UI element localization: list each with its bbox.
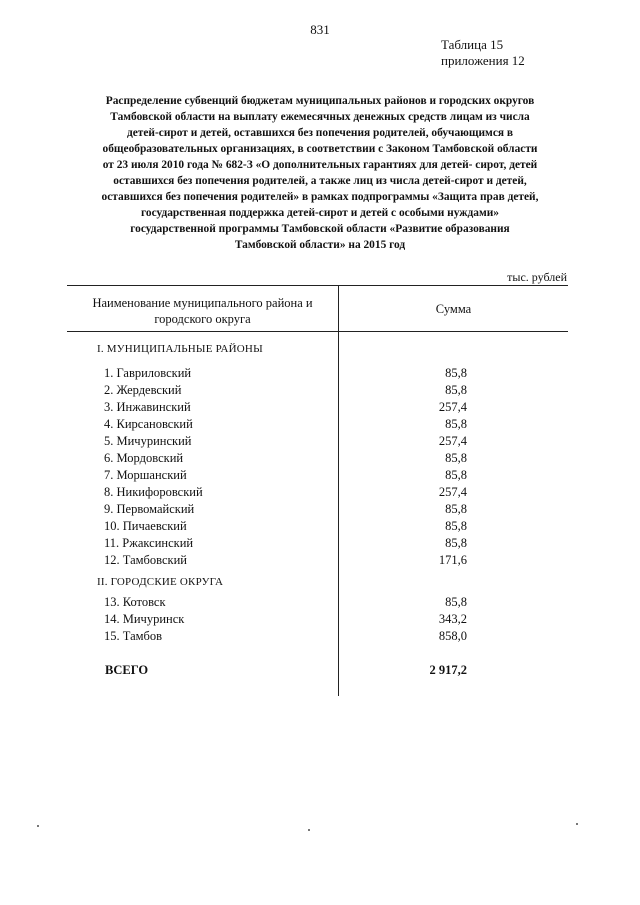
subvention-table: [67, 285, 568, 696]
title-line: общеобразовательных организациях, в соответствии с Законом Тамбовской области: [102, 143, 538, 155]
table-row-name: 8. Никифоровский: [104, 485, 203, 499]
table-row-name: 3. Инжавинский: [104, 400, 191, 414]
header-name-line: городского округа: [154, 312, 251, 326]
table-row-value: 85,8: [445, 417, 467, 431]
title-line: детей-сирот и детей, оставшихся без попечения родителей, обучающимся в: [126, 127, 514, 139]
table-row-name: 11. Ржаксинский: [104, 536, 194, 550]
table-row-name: 10. Пичаевский: [104, 519, 187, 533]
column-divider: [338, 286, 339, 696]
table-row-name: 12. Тамбовский: [104, 553, 187, 567]
table-row-name: 7. Моршанский: [104, 468, 187, 482]
table-row-value: 257,4: [438, 485, 467, 499]
table-row-value: 85,8: [445, 451, 467, 465]
table-row-name: 4. Кирсановский: [104, 417, 193, 431]
title-line: оставшихся без попечения родителей» в рамках подпрограммы «Защита прав детей,: [101, 191, 539, 203]
table-row-name: 1. Гавриловский: [104, 366, 192, 380]
units-label: тыс. рублей: [507, 270, 567, 284]
table-row-value: 257,4: [438, 434, 467, 448]
table-row-value: 257,4: [438, 400, 467, 414]
table-row-value: 171,6: [438, 553, 467, 567]
scan-speck: [308, 829, 310, 831]
title-line: от 23 июля 2010 года № 682-З «О дополнительных гарантиях для детей- сирот, детей: [102, 159, 538, 171]
table-row-value: 85,8: [445, 502, 467, 516]
table-row-value: 85,8: [445, 536, 467, 550]
section-municipal-districts: I. МУНИЦИПАЛЬНЫЕ РАЙОНЫ: [97, 343, 263, 355]
table-row-name: 6. Мордовский: [104, 451, 184, 465]
title-line: Тамбовской области на выплату ежемесячных денежных средств лицам из числа: [110, 111, 530, 123]
table-row-value: 85,8: [445, 595, 467, 609]
table-row-value: 85,8: [445, 519, 467, 533]
table-row-name: 14. Мичуринск: [104, 612, 185, 626]
header-name-line: Наименование муниципального района и: [92, 296, 313, 310]
table-row-value: 343,2: [438, 612, 467, 626]
table-row-value: 85,8: [445, 383, 467, 397]
page-number: 831: [310, 22, 330, 37]
table-row-value: 85,8: [445, 468, 467, 482]
title-line: государственная поддержка детей-сирот и детей с особыми нуждами»: [141, 207, 499, 219]
header-sum-column: Сумма: [435, 302, 472, 316]
table-row-value: 85,8: [445, 366, 467, 380]
total-label: ВСЕГО: [105, 663, 149, 677]
table-row-name: 2. Жердевский: [104, 383, 182, 397]
scan-speck: [576, 823, 578, 825]
table-number: Таблица 15: [441, 37, 504, 52]
header-name-column: [67, 295, 338, 327]
table-row-name: 5. Мичуринский: [104, 434, 192, 448]
document-title: [55, 93, 585, 253]
total-value: 2 917,2: [429, 663, 467, 677]
table-row-name: 15. Тамбов: [104, 629, 163, 643]
table-row-name: 9. Первомайский: [104, 502, 195, 516]
title-line: Тамбовской области» на 2015 год: [234, 239, 406, 251]
title-line: государственной программы Тамбовской области «Развитие образования: [130, 223, 510, 235]
appendix-number: приложения 12: [441, 53, 525, 68]
table-row-value: 858,0: [438, 629, 467, 643]
section-city-districts: II. ГОРОДСКИЕ ОКРУГА: [97, 576, 224, 588]
header-divider: [67, 331, 568, 332]
scan-speck: [37, 825, 39, 827]
title-line: Распределение субвенций бюджетам муниципальных районов и городских округов: [105, 95, 535, 107]
table-row-name: 13. Котовск: [104, 595, 166, 609]
title-line: оставшихся без попечения родителей, а также лиц из числа детей-сирот и детей,: [113, 175, 527, 187]
table-reference: [441, 37, 525, 69]
